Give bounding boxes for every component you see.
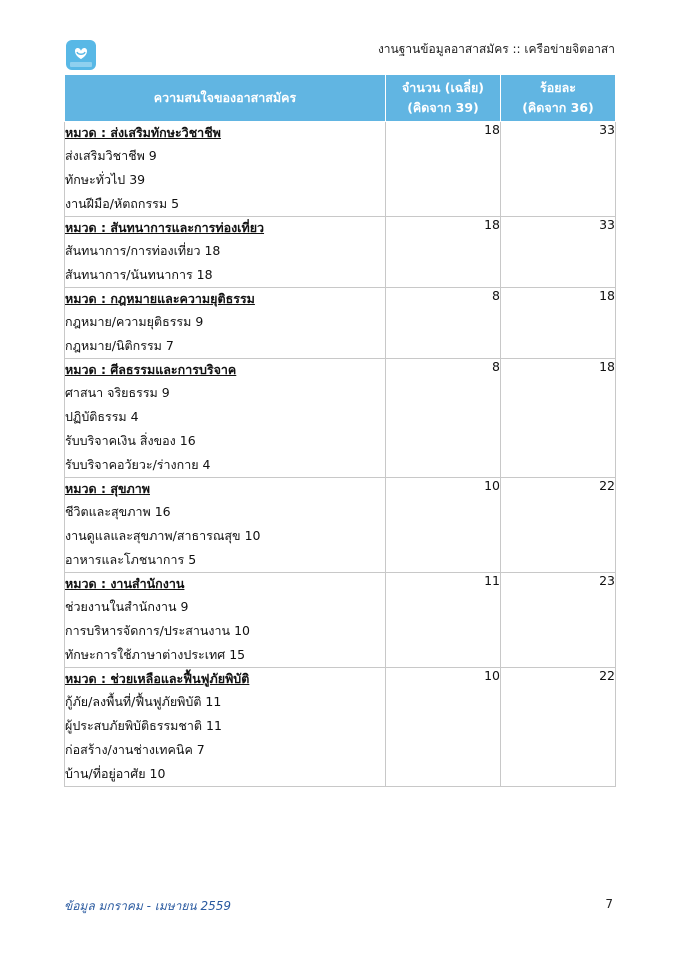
interest-item: อาหารและโภชนาการ 5 [65,552,197,567]
page-header-title: งานฐานข้อมูลอาสาสมัคร :: เครือข่ายจิตอาสา [377,42,615,56]
category-cell [65,288,386,359]
interest-item: รับบริจาคเงิน สิ่งของ 16 [65,433,196,448]
interest-item: สันทนาการ/นันทนาการ 18 [65,267,213,282]
page-number: 7 [605,897,613,911]
count-cell: 8 [386,359,501,478]
interest-item: รับบริจาคอวัยวะ/ร่างกาย 4 [65,457,211,472]
volunteer-interest-table [64,74,616,787]
category-cell [65,478,386,573]
percent-cell: 22 [501,478,616,573]
interest-item: ทักษะทั่วไป 39 [65,172,146,187]
count-cell: 8 [386,288,501,359]
interest-item: งานฝีมือ/หัตถกรรม 5 [65,196,180,211]
column-header-count [386,75,501,122]
count-cell: 10 [386,478,501,573]
category-title: หมวด : งานสำนักงาน [65,576,185,591]
table-row [65,573,616,668]
interest-item: ก่อสร้าง/งานช่างเทคนิค 7 [65,742,205,757]
interest-item: สันทนาการ/การท่องเที่ยว 18 [65,243,221,258]
column-header-percent-line2: (คิดจาก 36) [522,100,594,115]
interest-item: ปฏิบัติธรรม 4 [65,409,139,424]
percent-cell: 18 [501,288,616,359]
column-header-interest: ความสนใจของอาสาสมัคร [65,75,386,122]
interest-item: กฎหมาย/ความยุติธรรม 9 [65,314,204,329]
interest-item: การบริหารจัดการ/ประสานงาน 10 [65,623,250,638]
count-cell: 10 [386,668,501,787]
table-row [65,359,616,478]
percent-cell: 22 [501,668,616,787]
category-title: หมวด : สันทนาการและการท่องเที่ยว [65,220,265,235]
table-row [65,668,616,787]
interest-item: ทักษะการใช้ภาษาต่างประเทศ 15 [65,647,246,662]
table-row [65,288,616,359]
interest-item: ช่วยงานในสำนักงาน 9 [65,599,189,614]
interest-item: ผู้ประสบภัยพิบัติธรรมชาติ 11 [65,718,222,733]
interest-item: ศาสนา จริยธรรม 9 [65,385,170,400]
footer-source-text: ข้อมูล มกราคม - เมษายน 2559 [64,899,231,913]
category-cell [65,359,386,478]
interest-item: งานดูแลและสุขภาพ/สาธารณสุข 10 [65,528,261,543]
category-cell [65,122,386,217]
table-header-row [65,75,616,122]
column-header-percent-line1: ร้อยละ [540,80,576,95]
category-title: หมวด : ศีลธรรมและการบริจาค [65,362,237,377]
table-row [65,217,616,288]
category-cell [65,217,386,288]
column-header-percent [501,75,616,122]
interest-item: ชีวิตและสุขภาพ 16 [65,504,171,519]
interest-item: บ้าน/ที่อยู่อาศัย 10 [65,766,166,781]
percent-cell: 18 [501,359,616,478]
count-cell: 18 [386,217,501,288]
jitarsa-logo-icon [66,40,96,70]
interest-item: กฎหมาย/นิติกรรม 7 [65,338,174,353]
count-cell: 18 [386,122,501,217]
category-title: หมวด : ส่งเสริมทักษะวิชาชีพ [65,125,221,140]
count-cell: 11 [386,573,501,668]
interest-item: ส่งเสริมวิชาชีพ 9 [65,148,157,163]
category-title: หมวด : กฎหมายและความยุติธรรม [65,291,255,306]
percent-cell: 33 [501,217,616,288]
category-title: หมวด : สุขภาพ [65,481,150,496]
table-row [65,122,616,217]
category-title: หมวด : ช่วยเหลือและฟื้นฟูภัยพิบัติ [65,671,250,686]
percent-cell: 33 [501,122,616,217]
table-row [65,478,616,573]
interest-item: กู้ภัย/ลงพื้นที่/ฟื้นฟูภัยพิบัติ 11 [65,694,222,709]
percent-cell: 23 [501,573,616,668]
category-cell [65,668,386,787]
column-header-count-line2: (คิดจาก 39) [407,100,479,115]
column-header-count-line1: จำนวน (เฉลี่ย) [401,80,484,95]
category-cell [65,573,386,668]
